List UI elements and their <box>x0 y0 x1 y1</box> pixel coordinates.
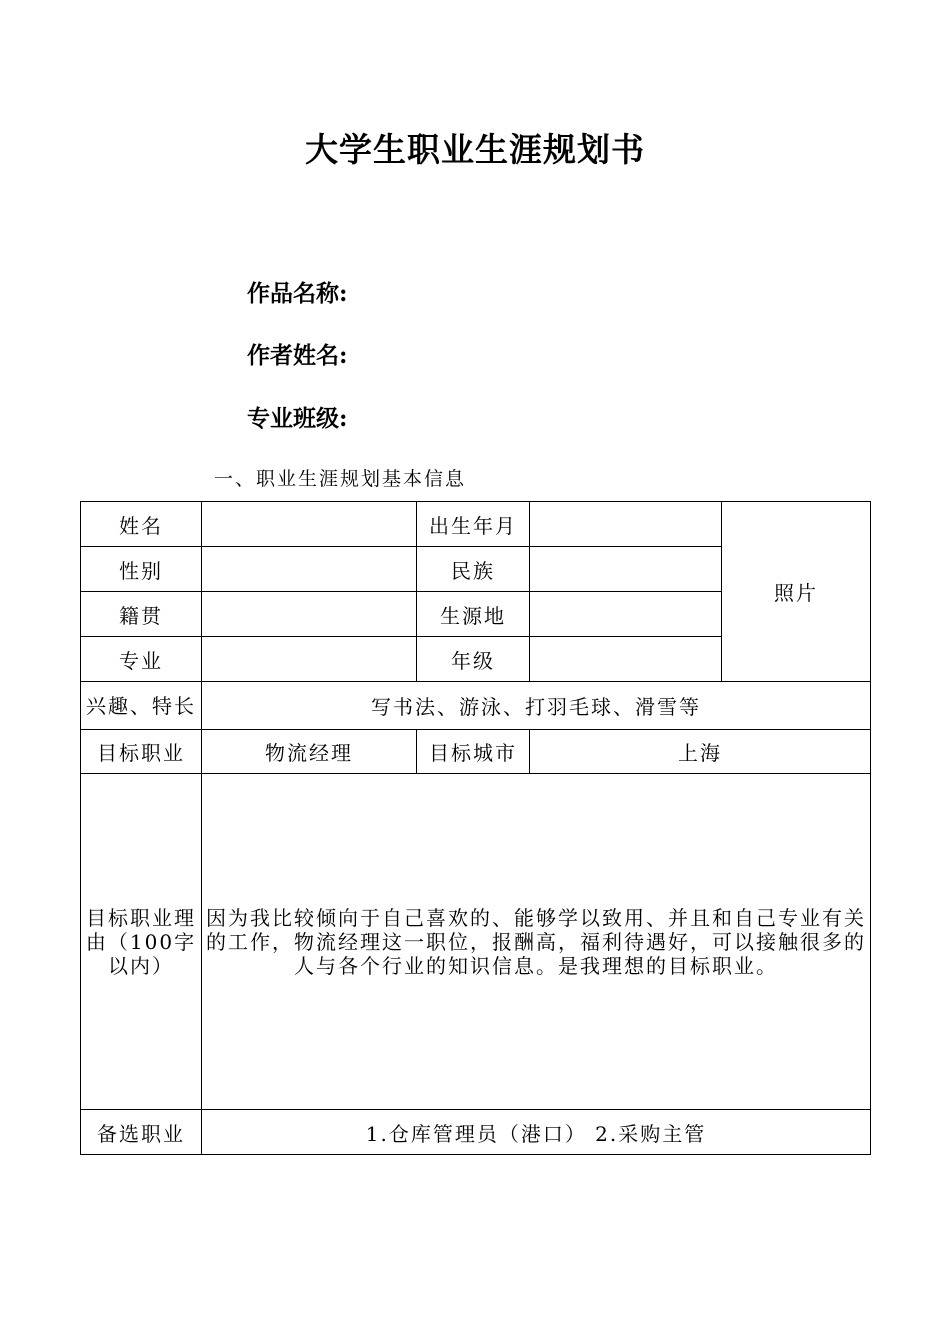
gender-label: 性别 <box>81 547 202 592</box>
table-row <box>81 774 871 1110</box>
alt-job-label: 备选职业 <box>81 1110 202 1155</box>
photo-cell: 照片 <box>722 502 871 682</box>
grade-field[interactable] <box>530 637 722 682</box>
alt-job-value: 1.仓库管理员（港口） 2.采购主管 <box>202 1110 871 1155</box>
major-field[interactable] <box>202 637 417 682</box>
birth-field[interactable] <box>530 502 722 547</box>
origin-field[interactable] <box>530 592 722 637</box>
ethnicity-label: 民族 <box>417 547 530 592</box>
grade-label: 年级 <box>417 637 530 682</box>
basic-info-table <box>80 501 871 1155</box>
author-name-label: 作者姓名: <box>247 342 348 369</box>
table-row <box>81 502 871 547</box>
section-heading: 一、职业生涯规划基本信息 <box>214 468 467 490</box>
hobbies-label: 兴趣、特长 <box>81 682 202 730</box>
ethnicity-field[interactable] <box>530 547 722 592</box>
target-job-value: 物流经理 <box>202 730 417 774</box>
origin-label: 生源地 <box>417 592 530 637</box>
hobbies-value: 写书法、游泳、打羽毛球、滑雪等 <box>202 682 871 730</box>
major-label: 专业 <box>81 637 202 682</box>
table-row <box>81 682 871 730</box>
document-title: 大学生职业生涯规划书 <box>305 130 645 169</box>
target-job-label: 目标职业 <box>81 730 202 774</box>
target-city-value: 上海 <box>530 730 871 774</box>
name-field[interactable] <box>202 502 417 547</box>
target-city-label: 目标城市 <box>417 730 530 774</box>
work-name-label: 作品名称: <box>247 280 348 307</box>
class-label: 专业班级: <box>247 405 348 432</box>
name-label: 姓名 <box>81 502 202 547</box>
gender-field[interactable] <box>202 547 417 592</box>
hometown-field[interactable] <box>202 592 417 637</box>
hometown-label: 籍贯 <box>81 592 202 637</box>
birth-label: 出生年月 <box>417 502 530 547</box>
table-row <box>81 730 871 774</box>
table-row <box>81 1110 871 1155</box>
reason-label: 目标职业理由（100字以内） <box>81 774 202 1110</box>
reason-text: 因为我比较倾向于自己喜欢的、能够学以致用、并且和自己专业有关的工作，物流经理这一职位，报酬高，福利待遇好，可以接触很多的人与各个行业的知识信息。是我理想的目标职业。 <box>202 774 871 1110</box>
